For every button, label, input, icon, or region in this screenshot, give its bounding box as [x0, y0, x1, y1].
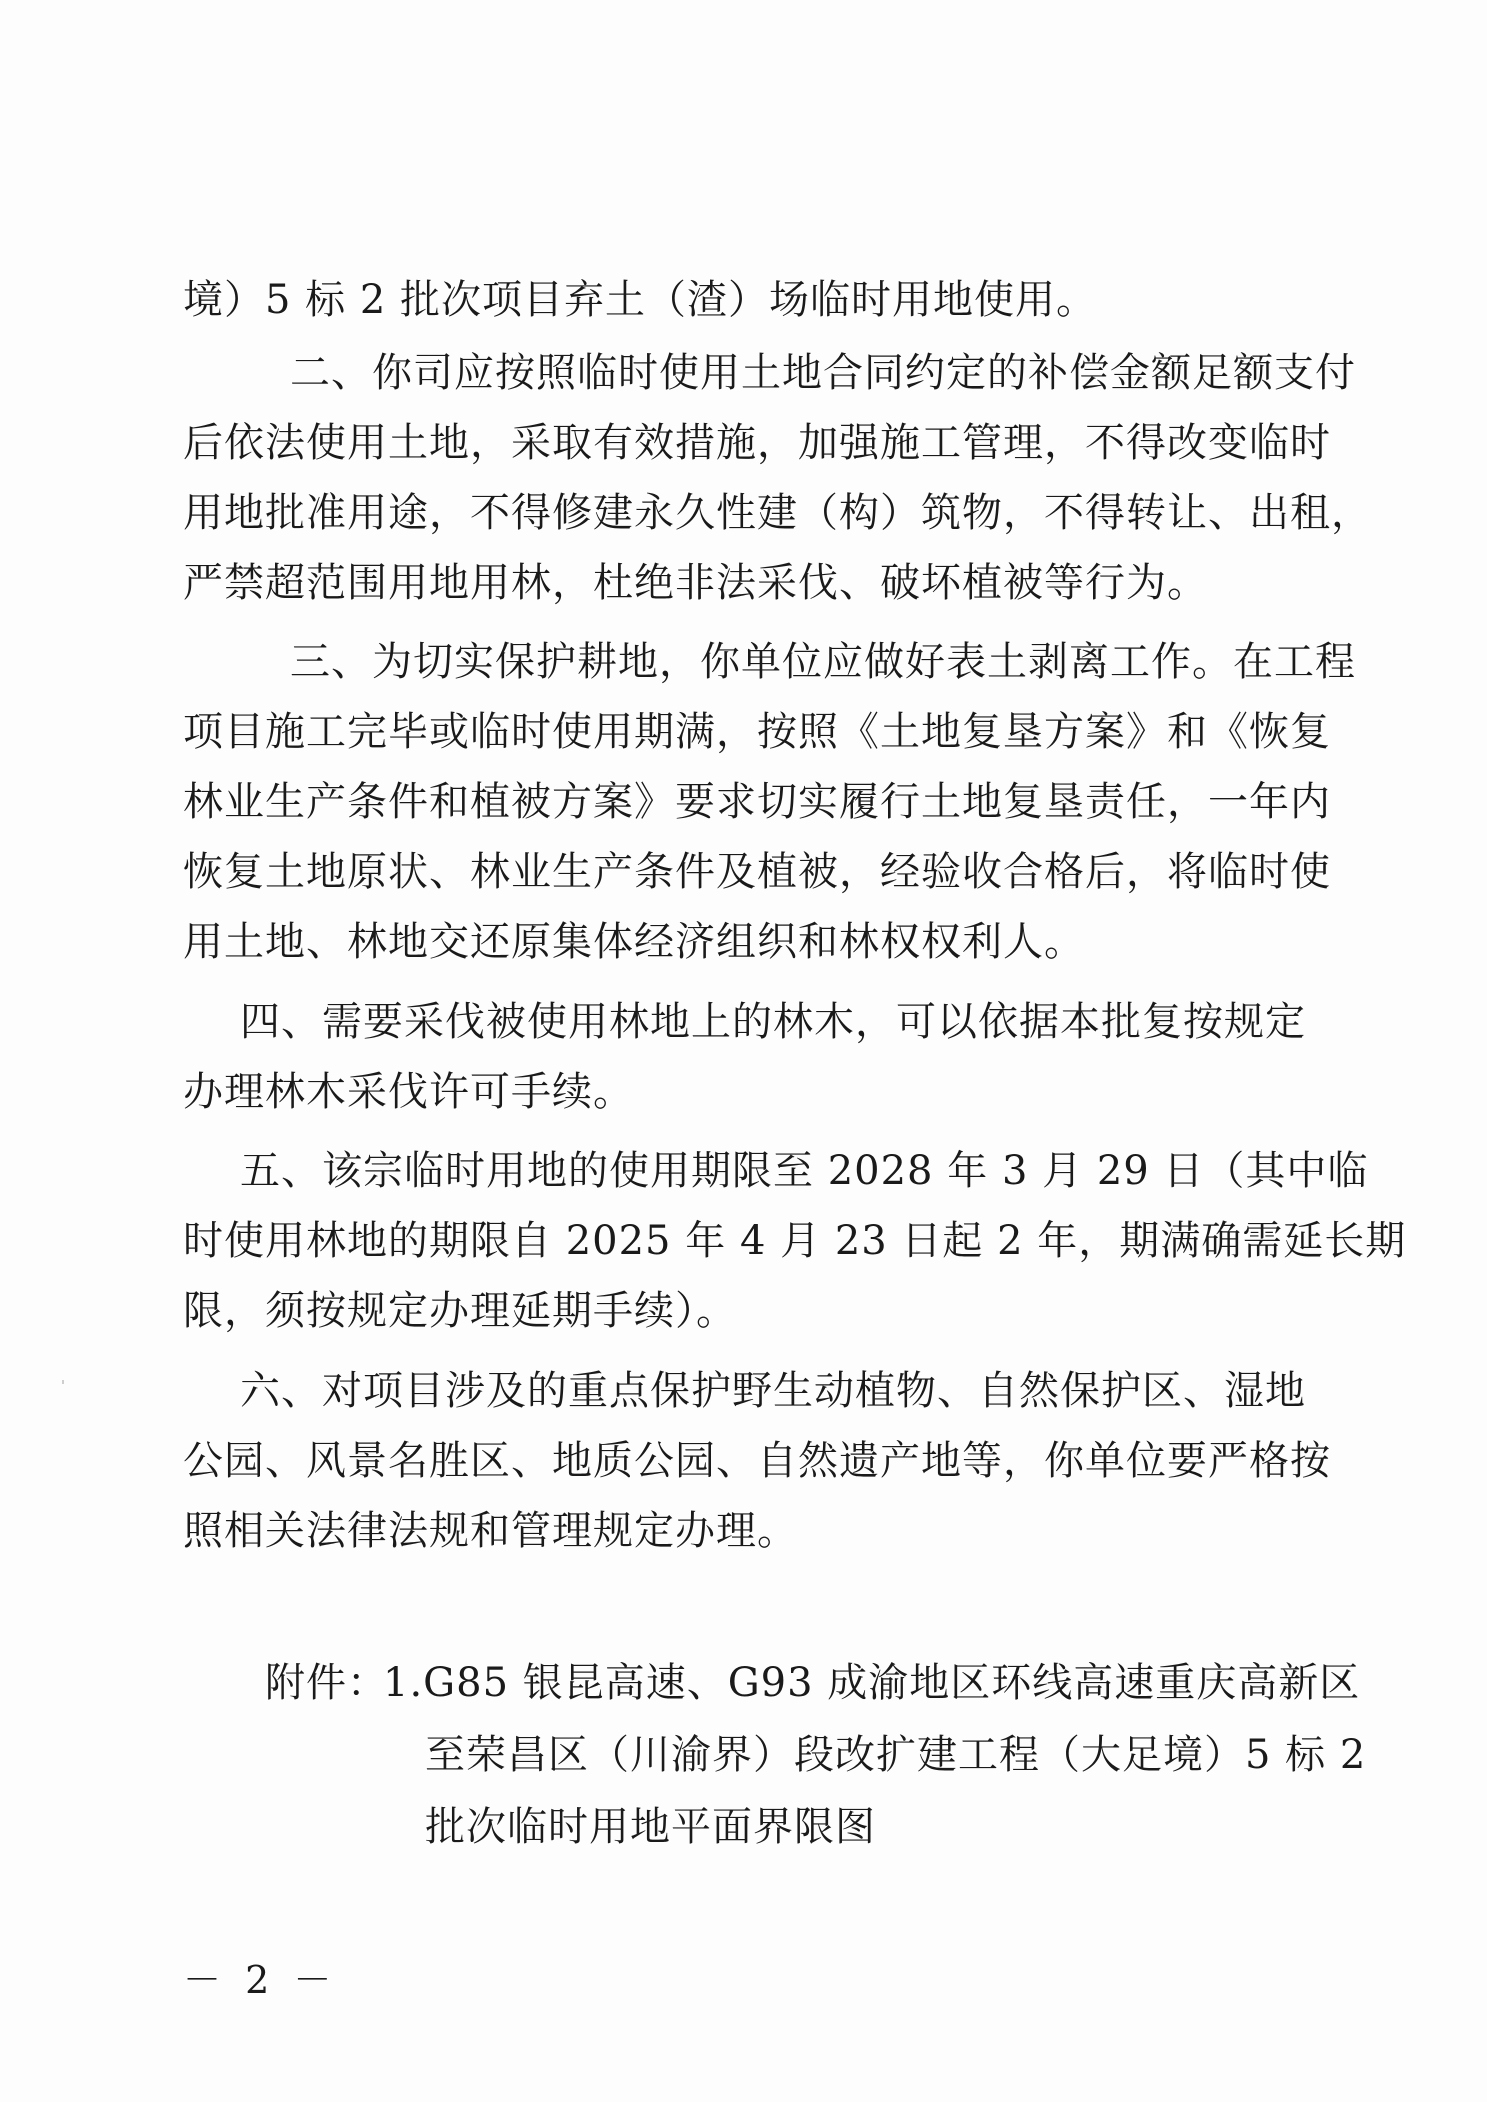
paragraph-line: 林业生产条件和植被方案》要求切实履行土地复垦责任，一年内	[183, 779, 1331, 825]
attachment-line: 1.G85 银昆高速、G93 成渝地区环线高速重庆高新区	[383, 1660, 1361, 1706]
paragraph-line: 境）5 标 2 批次项目弃土（渣）场临时用地使用。	[183, 277, 1098, 323]
paragraph-line: 用地批准用途，不得修建永久性建（构）筑物，不得转让、出租，	[183, 490, 1372, 536]
paragraph-line: 五、该宗临时用地的使用期限至 2028 年 3 月 29 日（其中临	[240, 1148, 1369, 1194]
paragraph-line: 照相关法律法规和管理规定办理。	[183, 1508, 798, 1554]
attachment-line: 至荣昌区（川渝界）段改扩建工程（大足境）5 标 2	[425, 1732, 1367, 1778]
paragraph-line: 时使用林地的期限自 2025 年 4 月 23 日起 2 年，期满确需延长期	[183, 1218, 1407, 1264]
paragraph-line: 六、对项目涉及的重点保护野生动植物、自然保护区、湿地	[240, 1368, 1306, 1414]
paragraph-line: 用土地、林地交还原集体经济组织和林权权利人。	[183, 919, 1085, 965]
paragraph-line: 办理林木采伐许可手续。	[183, 1069, 634, 1115]
paragraph-line: 三、为切实保护耕地，你单位应做好表土剥离工作。在工程	[290, 639, 1356, 685]
scan-speck	[62, 1380, 64, 1384]
paragraph-line: 恢复土地原状、林业生产条件及植被，经验收合格后，将临时使	[183, 849, 1331, 895]
paragraph-line: 严禁超范围用地用林，杜绝非法采伐、破坏植被等行为。	[183, 560, 1208, 606]
paragraph-line: 公园、风景名胜区、地质公园、自然遗产地等，你单位要严格按	[183, 1438, 1331, 1484]
attachment-label: 附件：	[265, 1660, 388, 1706]
paragraph-line: 后依法使用土地，采取有效措施，加强施工管理，不得改变临时	[183, 420, 1331, 466]
paragraph-line: 四、需要采伐被使用林地上的林木，可以依据本批复按规定	[240, 999, 1306, 1045]
paragraph-line: 项目施工完毕或临时使用期满，按照《土地复垦方案》和《恢复	[183, 709, 1331, 755]
page-number: － 2 －	[183, 1958, 338, 2002]
paragraph-line: 二、你司应按照临时使用土地合同约定的补偿金额足额支付	[290, 350, 1356, 396]
attachment-line: 批次临时用地平面界限图	[425, 1804, 876, 1850]
paragraph-line: 限，须按规定办理延期手续）。	[183, 1288, 737, 1334]
